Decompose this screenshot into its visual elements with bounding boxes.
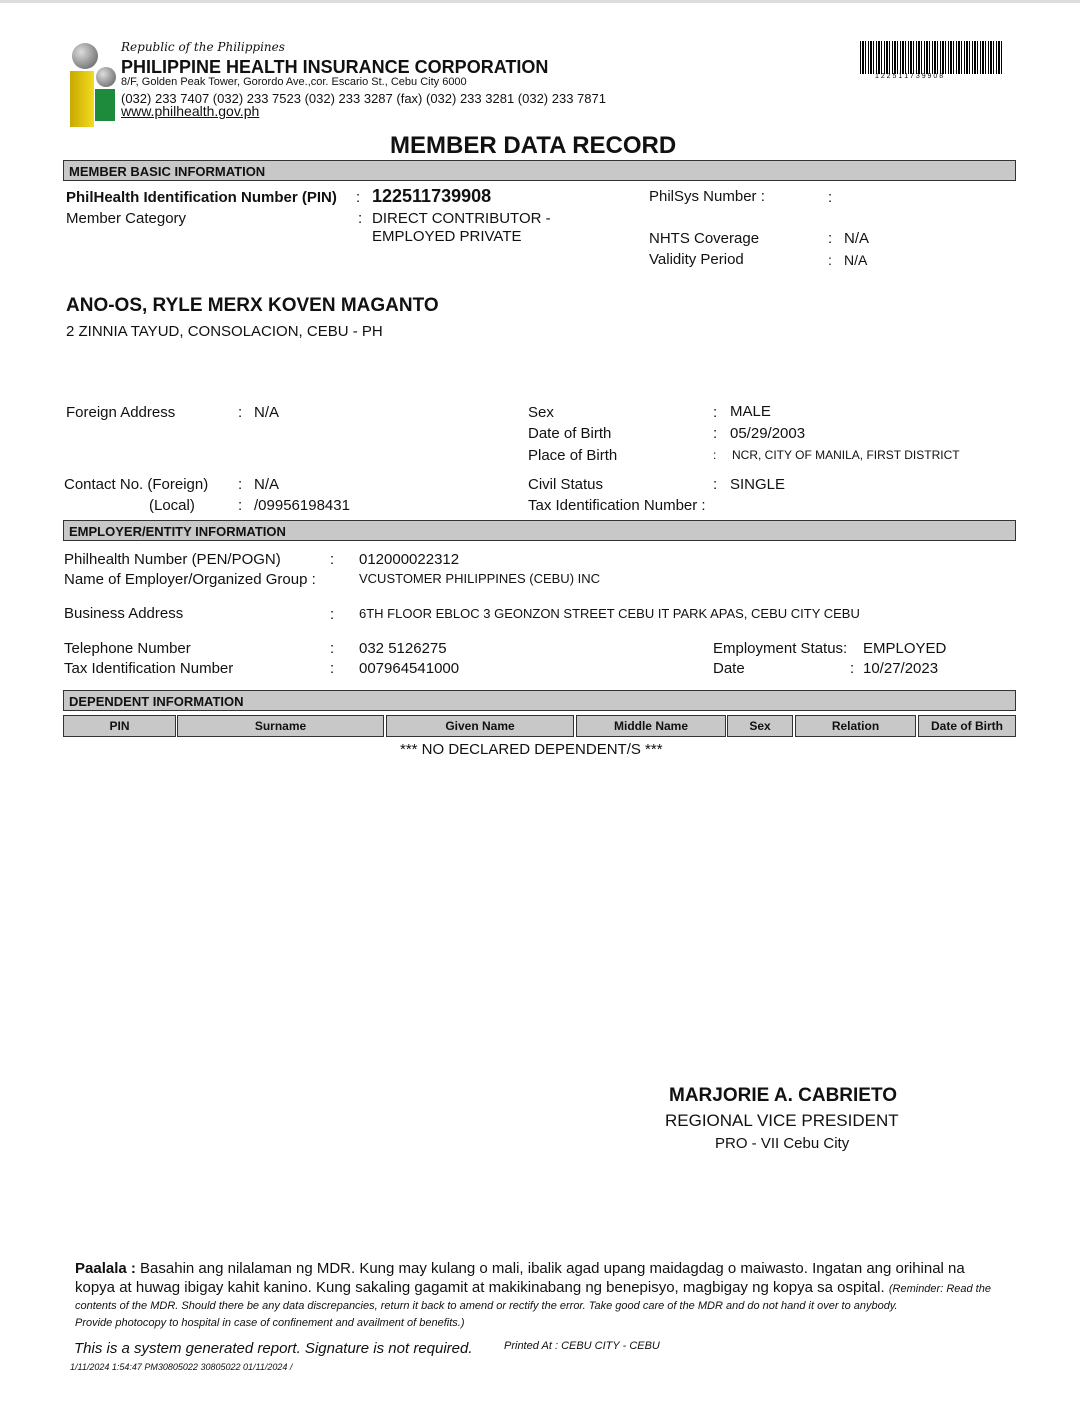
col-dob: Date of Birth xyxy=(918,715,1016,737)
barcode xyxy=(860,41,1004,74)
nhts-label: NHTS Coverage xyxy=(649,230,760,247)
business-address-value: 6TH FLOOR EBLOC 3 GEONZON STREET CEBU IT PARK APAS, CEBU CITY CEBU xyxy=(359,606,860,621)
paalala-label: Paalala : xyxy=(75,1260,136,1277)
telephone-label: Telephone Number xyxy=(64,640,191,657)
contact-local-value: /09956198431 xyxy=(254,497,350,514)
employment-status-value: EMPLOYED xyxy=(863,640,947,657)
foreign-address-value: N/A xyxy=(254,404,280,421)
col-given-name: Given Name xyxy=(386,715,574,737)
col-sex: Sex xyxy=(727,715,793,737)
barcode-text: 1 2 2 5 1 1 7 3 9 9 0 8 xyxy=(875,73,944,80)
dob-value: 05/29/2003 xyxy=(730,425,806,442)
member-name: ANO-OS, RYLE MERX KOVEN MAGANTO xyxy=(66,295,439,316)
section-employer-info: EMPLOYER/ENTITY INFORMATION xyxy=(63,520,1016,541)
contact-local-label: (Local) xyxy=(149,497,195,514)
paalala-text-2: kopya at huwag ibigay kahit kanino. Kung sakaling gagamit at makikinabang ng benepisyo, magbigay ng kopya sa ospital. xyxy=(75,1279,885,1296)
pob-label: Place of Birth xyxy=(528,447,618,464)
employer-name-label: Name of Employer/Organized Group : xyxy=(64,571,316,588)
philsys-label: PhilSys Number : xyxy=(649,188,765,205)
signatory-position: REGIONAL VICE PRESIDENT xyxy=(665,1111,899,1130)
foreign-address-label: Foreign Address xyxy=(66,404,176,421)
republic-text: Republic of the Philippines xyxy=(121,40,285,54)
business-address-label: Business Address xyxy=(64,605,184,622)
pin-label: PhilHealth Identification Number (PIN) xyxy=(66,189,337,206)
employer-tin-value: 007964541000 xyxy=(359,660,460,677)
contact-foreign-value: N/A xyxy=(254,476,280,493)
pen-label: Philhealth Number (PEN/POGN) xyxy=(64,551,281,568)
sex-value: MALE xyxy=(730,403,771,420)
member-address: 2 ZINNIA TAYUD, CONSOLACION, CEBU - PH xyxy=(66,323,383,340)
no-dependents-text: *** NO DECLARED DEPENDENT/S *** xyxy=(400,741,663,758)
employer-tin-label: Tax Identification Number xyxy=(64,660,234,677)
category-value: DIRECT CONTRIBUTOR - xyxy=(372,210,551,227)
reminder-text-3: Provide photocopy to hospital in case of confinement and availment of benefits.) xyxy=(75,1317,465,1329)
col-surname: Surname xyxy=(177,715,384,737)
page-title: MEMBER DATA RECORD xyxy=(390,132,677,159)
org-phones: (032) 233 7407 (032) 233 7523 (032) 233 3287 (fax) (032) 233 3281 (032) 233 7871 xyxy=(121,91,606,106)
system-generated-note: This is a system generated report. Signature is not required. xyxy=(74,1340,473,1357)
employer-name-value: VCUSTOMER PHILIPPINES (CEBU) INC xyxy=(359,571,601,586)
org-address: 8/F, Golden Peak Tower, Gorordo Ave.,cor. Escario St., Cebu City 6000 xyxy=(121,76,467,88)
printed-at: Printed At : CEBU CITY - CEBU xyxy=(504,1340,660,1352)
paalala-text: Basahin ang nilalaman ng MDR. Kung may kulang o mali, ibalik agad upang maidagdag o maiwasto. Ingatan ang orihinal na xyxy=(140,1260,965,1277)
employment-date-label: Date xyxy=(713,660,745,677)
contact-foreign-label: Contact No. (Foreign) xyxy=(64,476,209,493)
nhts-value: N/A xyxy=(844,230,870,247)
pin-value: 122511739908 xyxy=(372,186,492,206)
category-value-2: EMPLOYED PRIVATE xyxy=(372,228,522,245)
validity-value: N/A xyxy=(844,252,868,268)
section-dependent-info: DEPENDENT INFORMATION xyxy=(63,690,1016,711)
validity-label: Validity Period xyxy=(649,251,744,268)
pob-value: NCR, CITY OF MANILA, FIRST DISTRICT xyxy=(732,448,960,462)
website-link[interactable]: www.philhealth.gov.ph xyxy=(121,103,260,119)
pen-value: 012000022312 xyxy=(359,551,460,568)
col-relation: Relation xyxy=(795,715,916,737)
reminder-text: (Reminder: Read the xyxy=(888,1283,991,1295)
sex-label: Sex xyxy=(528,404,554,421)
signatory-office: PRO - VII Cebu City xyxy=(715,1135,850,1152)
org-name: PHILIPPINE HEALTH INSURANCE CORPORATION xyxy=(121,57,549,77)
member-data-record: Republic of the Philippines PHILIPPINE HEALTH INSURANCE CORPORATION 8/F, Golden Peak Tower, Gorordo Ave.,cor. Escario St., Cebu City 6000 (032) 233 7407 (032) 233 7523 (032) 233 3287 (fax) (032) 233 3281 (032) 233 7871 www.philhealth.gov.ph 1 2 2 5 1 1 7 3 9 9 0 8 MEMBER DATA RECORD MEMBER BASIC INFORMATION PhilHealth Identification Number (PIN) : 122511739908 Member Category : DIRECT CONTRIBUTOR - EMPLOYED PRIVATE PhilSys Number : : NHTS Coverage : N/A Validity Period : N/A ANO-OS, RYLE MERX KOVEN MAGANTO 2 ZINNIA TAYUD, CONSOLACION, CEBU - PH Foreign Address : N/A Sex : MALE Date of Birth : 05/29/2003 Place of Birth : NCR, CITY OF MANILA, FIRST DISTRICT Contact No. (Foreign) : N/A (Local) : /09956198431 Civil Status : SINGLE Tax Identification Number : EMPLOYER/ENTITY INFORMATION Philhealth Number (PEN/POGN) : 012000022312 Name of Employer/Organized Group : VCUSTOMER PHILIPPINES (CEBU) INC Business Address : 6TH FLOOR EBLOC 3 GEONZON STREET CEBU IT PARK APAS, CEBU CITY CEBU Telephone Number : 032 5126275 Tax Identification Number : 007964541000 Employment Status: EMPLOYED Date : 10/27/2023 DEPENDENT INFORMATION PIN Surname Given Name Middle Name Sex Relation Date of Birth *** NO DECLARED DEPENDENT/S *** MARJORIE A. CABRIETO REGIONAL VICE PRESIDENT PRO - VII Cebu City Paalala : Basahin ang nilalaman ng MDR. Kung may kulang o mali, ibalik agad upang maidagdag o maiwasto. Ingatan ang orihinal na kopya at huwag ibigay kahit kanino. Kung sakaling gagamit at makikinabang ng benepisyo, magbigay ng kopya sa ospital. (Reminder: Read the contents of the MDR. Should there be any data discrepancies, return it back to amend or rectify the error. Take good care of the MDR and do not hand it over to anybody. Provide photocopy to hospital in case of confinement and availment of benefits.) This is a system generated report. Signature is not required. Printed At : CEBU CITY - CEBU 1/11/2024 1:54:47 PM30805022 30805022 01/11/2024 / xyxy=(0,0,1080,1401)
col-middle-name: Middle Name xyxy=(576,715,726,737)
signatory-name: MARJORIE A. CABRIETO xyxy=(669,1085,898,1106)
dob-label: Date of Birth xyxy=(528,425,612,442)
tin-label: Tax Identification Number : xyxy=(528,497,706,514)
print-timestamp: 1/11/2024 1:54:47 PM30805022 30805022 01/11/2024 / xyxy=(70,1362,293,1372)
category-label: Member Category xyxy=(66,210,187,227)
employment-status-label: Employment Status: xyxy=(713,640,848,657)
civil-status-label: Civil Status xyxy=(528,476,604,493)
telephone-value: 032 5126275 xyxy=(359,640,447,657)
employment-date-value: 10/27/2023 xyxy=(863,660,939,677)
civil-status-value: SINGLE xyxy=(730,476,786,493)
col-pin: PIN xyxy=(63,715,176,737)
section-basic-info: MEMBER BASIC INFORMATION xyxy=(63,160,1016,181)
reminder-text-2: contents of the MDR. Should there be any data discrepancies, return it back to amend or rectify the error. Take good care of the MDR and do not hand it over to anybody. xyxy=(75,1300,898,1312)
